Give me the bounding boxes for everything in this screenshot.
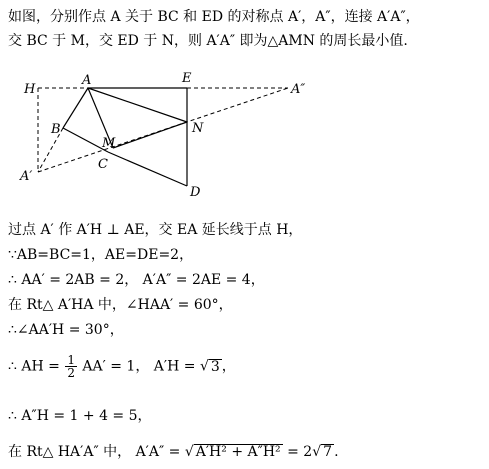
sqrt-expression: A′H² + A″H² bbox=[195, 444, 281, 460]
fraction-numerator: 1 bbox=[67, 353, 75, 367]
label-M: M bbox=[102, 136, 116, 151]
solution-line-6: ∴ AH = $\frac{1}{2}$ AA′ = 1， A′H = √ 3 ， bbox=[8, 353, 236, 380]
label-A: A bbox=[82, 73, 92, 88]
solution-line-5: ∴∠AA′H = 30°， bbox=[8, 322, 124, 338]
s8-end: . bbox=[334, 444, 339, 460]
fraction-denominator: 2 bbox=[67, 366, 75, 380]
label-H: H bbox=[24, 82, 36, 97]
intro-line-2: 交 BC 于 M，交 ED 于 N，则 A′A″ 即为△AMN 的周长最小值. bbox=[8, 33, 408, 49]
sqrt-seven: 7 bbox=[323, 444, 333, 460]
solution-line-3: ∴ AA′ = 2AB = 2， A′A″ = 2AE = 4， bbox=[8, 272, 265, 288]
sqrt-three: 3 bbox=[210, 358, 220, 375]
segment-B-A bbox=[63, 88, 88, 128]
s8-mid: = 2 bbox=[287, 444, 313, 460]
s6-end: ， bbox=[221, 358, 236, 375]
label-A-double-prime: A″ bbox=[291, 82, 306, 97]
label-N: N bbox=[192, 121, 204, 136]
segment-D-C bbox=[108, 152, 187, 186]
solution-line-7: ∴ A″H = 1 + 4 = 5， bbox=[8, 408, 152, 424]
solution-line-2: ∵AB=BC=1，AE=DE=2， bbox=[8, 247, 194, 263]
s8-pre: 在 Rt△ HA′A″ 中， A′A″ = bbox=[8, 444, 181, 460]
segment-A-N bbox=[88, 88, 187, 122]
s6-pre: ∴ AH = bbox=[8, 358, 60, 375]
label-E: E bbox=[182, 71, 192, 86]
solution-line-1: 过点 A′ 作 A′H ⊥ AE，交 EA 延长线于点 H， bbox=[8, 222, 303, 238]
segment-M-N bbox=[113, 122, 187, 148]
label-C: C bbox=[98, 157, 108, 172]
label-D: D bbox=[190, 185, 201, 200]
geometry-figure bbox=[0, 0, 489, 210]
label-B: B bbox=[51, 122, 61, 137]
intro-line-1: 如图，分别作点 A 关于 BC 和 ED 的对称点 A′，A″，连接 A′A″， bbox=[8, 9, 420, 25]
solution-line-8: 在 Rt△ HA′A″ 中， A′A″ = √ A′H² + A″H² = 2√ 7 . bbox=[8, 444, 339, 460]
label-A-prime: A′ bbox=[20, 169, 33, 184]
s6-post: AA′ = 1， A′H = bbox=[82, 358, 196, 375]
fraction-one-half bbox=[65, 354, 77, 379]
solution-line-4: 在 Rt△ A′HA 中，∠HAA′ = 60°， bbox=[8, 297, 233, 313]
